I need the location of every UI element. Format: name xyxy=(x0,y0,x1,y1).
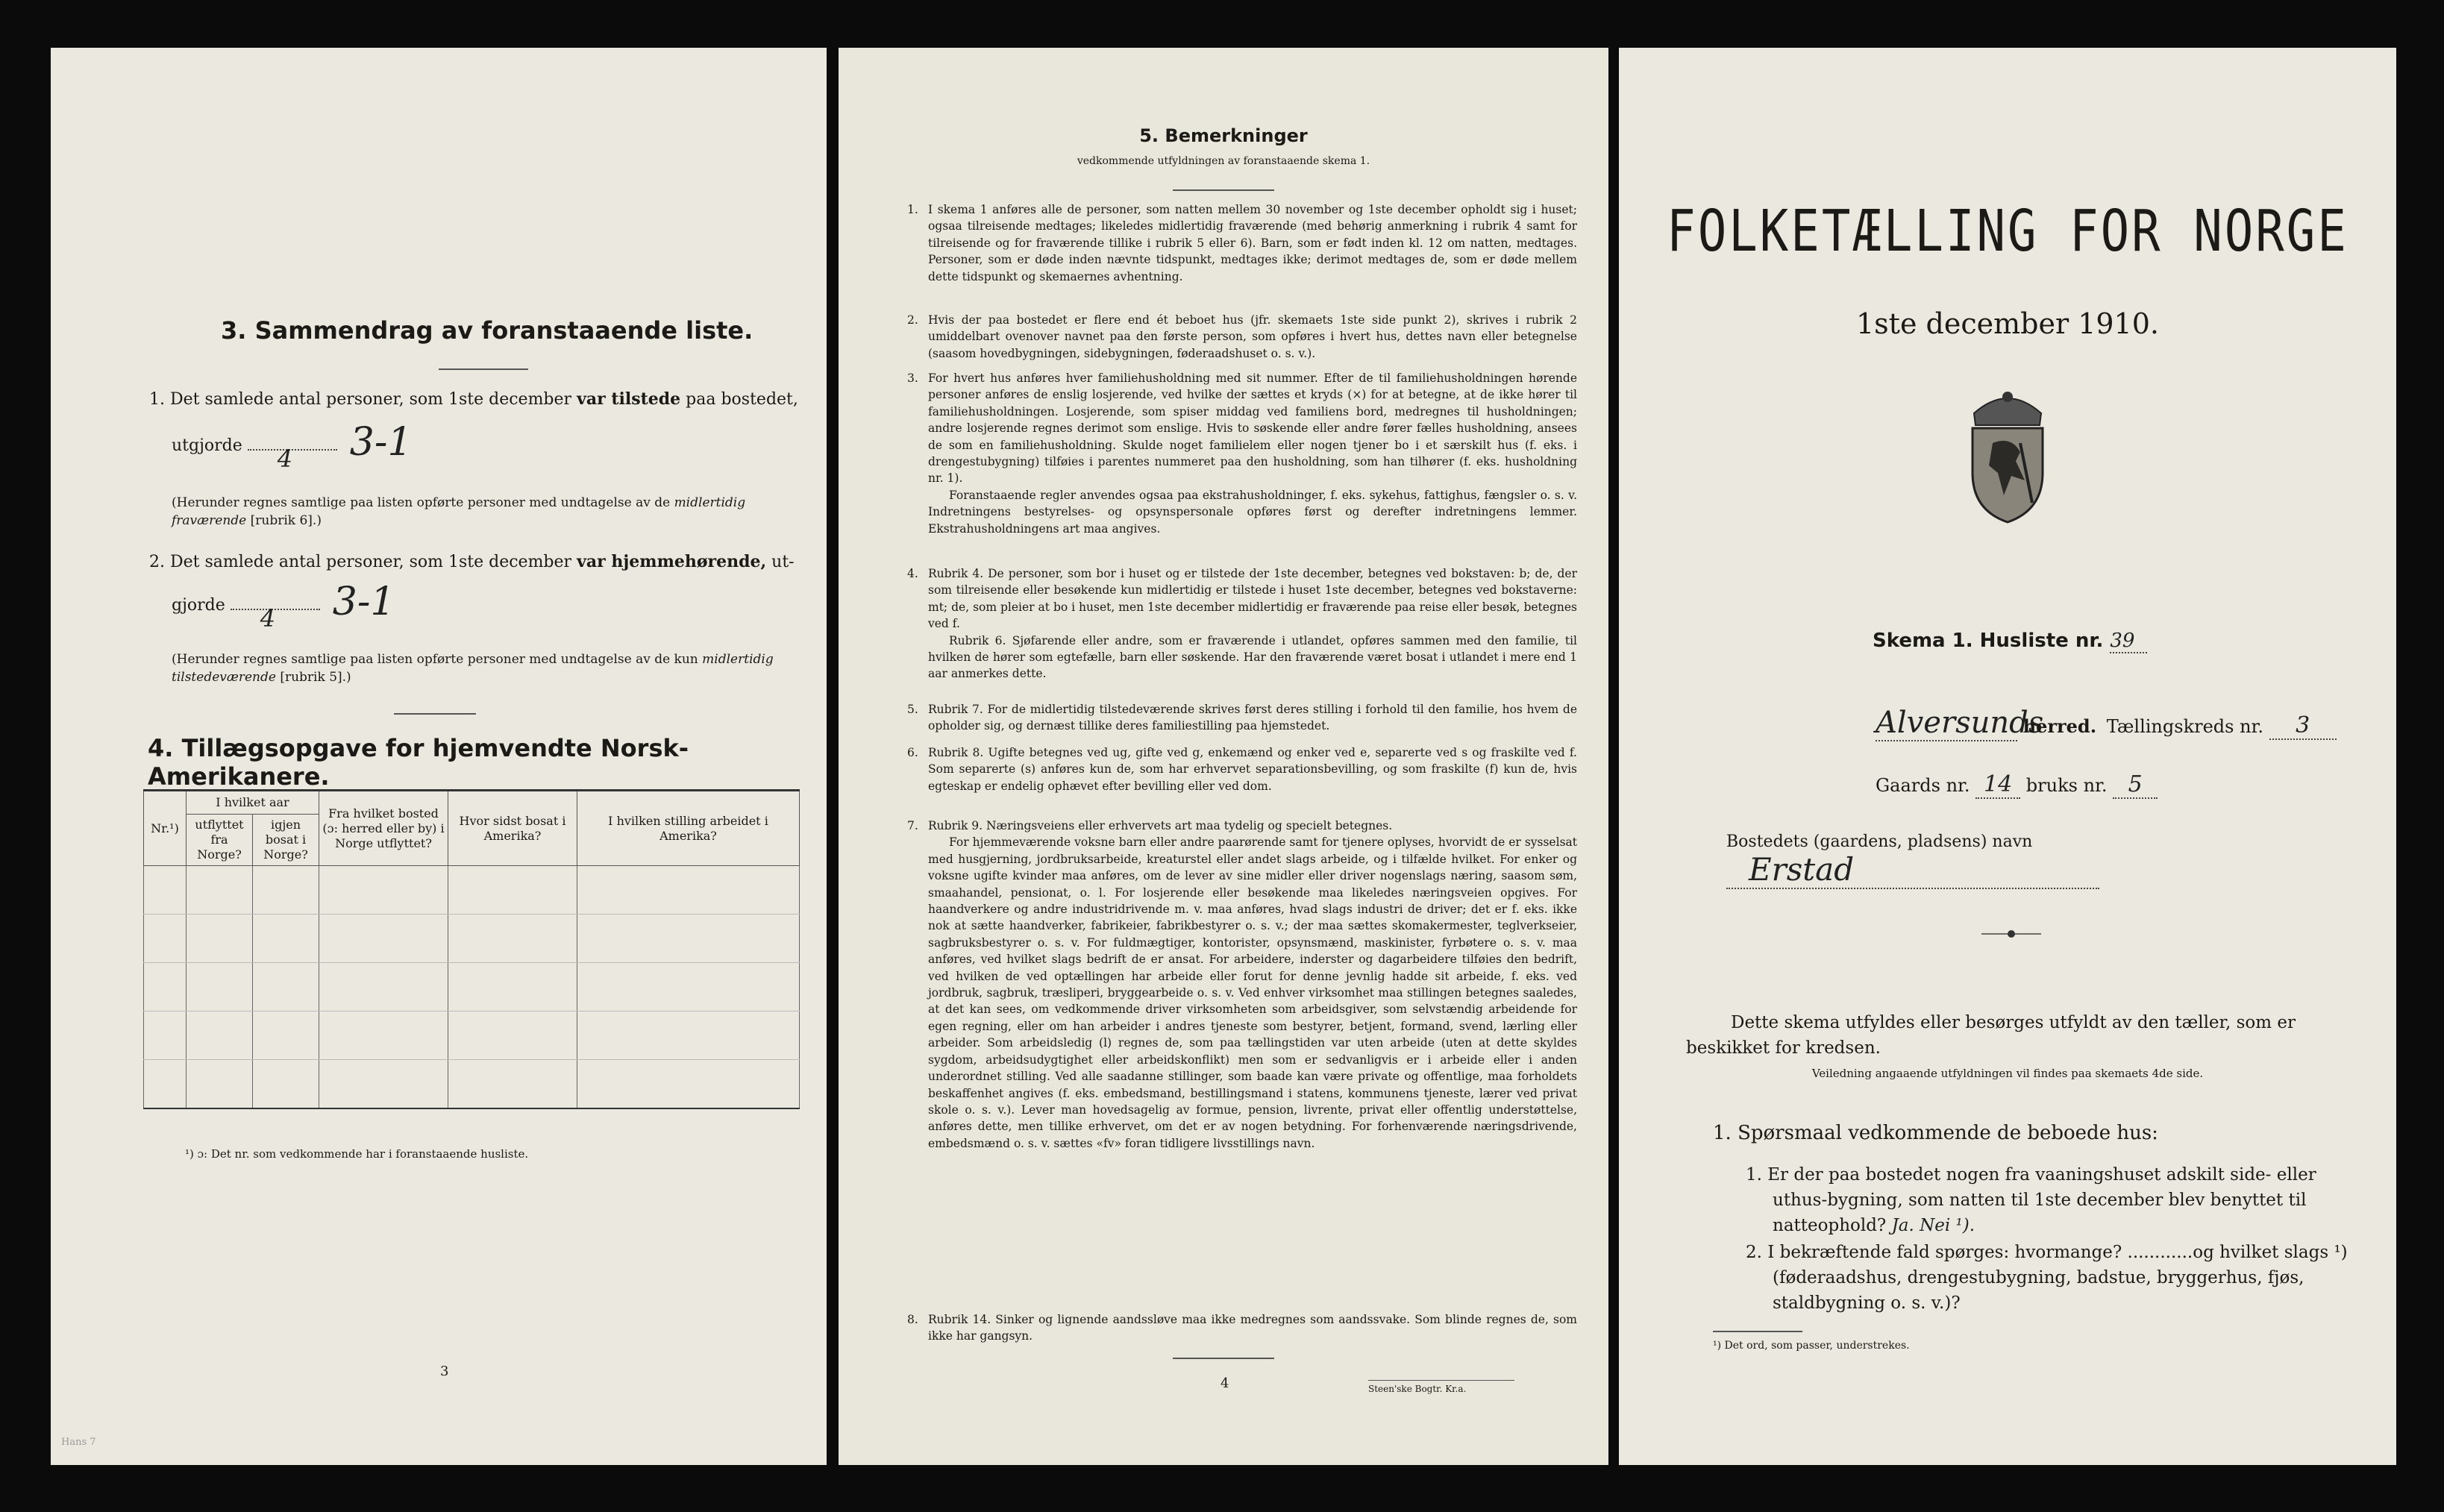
th-hvor: Hvor sidst bosat i Amerika? xyxy=(448,791,577,866)
herred-value: Alversunds xyxy=(1876,706,2044,740)
printer-mark: Steen'ske Bogtr. Kr.a. xyxy=(1368,1380,1514,1394)
summary-item-1-value: utgjorde 4 3-1 xyxy=(172,420,413,473)
section-4-title: 4. Tillægsopgave for hjemvendte Norsk-Amerikanere. xyxy=(148,734,689,791)
form-title: FOLKETÆLLING FOR NORGE xyxy=(1667,198,2349,266)
summary-item-2: 2. Det samlede antal personer, som 1ste december var hjemmehørende, ut- xyxy=(149,552,795,571)
table-row xyxy=(144,1011,800,1060)
footnote: ¹) Det ord, som passer, understrekes. xyxy=(1713,1340,1910,1352)
remark-4: 4. Rubrik 4. De personer, som bor i huset og er tilstede der 1ste december, betegnes ved bokstaven: b; de, der som tilreisende eller besøkende kun midlertidig er tilstede i huset 1ste december, betegnes ved bokstaverne: mt; de, som pleier at bo i huset, men 1ste december midlertidig er fraværende paa reise eller besøk, betegnes ved f. Rubrik 6. Sjøfarende eller andre, som er fraværende i utlandet, opføres sammen med den familie, til hvilken de hører som egtefælle, barn eller søskende. Har den fraværende været bosat i utlandet i mere end 1 aar anmerkes dette. xyxy=(907,567,1577,681)
remark-3: 3. For hvert hus anføres hver familiehusholdning med sit nummer. Efter de til familiehusholdningen hørende personer anføres de enslig losjerende, ved hvilke der sættes et kryds (×) for at betegne, at de ikke hører til familiehusholdningen. Losjerende, som spiser middag ved familiens bord, medregnes til husholdningen; andre losjerende regnes derimot som enslige. Hvis to søskende eller andre fører fælles husholdning, ansees de som en familiehusholdning. Skulde noget familielem eller nogen tjener bo i et særskilt hus (f. eks. i drengestubygning) tilføies i parentes nummeret paa den husholdning, som han tilhører (f. eks. husholdning nr. 1). Foranstaaende regler anvendes ogsaa paa ekstrahusholdninger, f. eks. sykehus, fattighus, fængsler o. s. v. Indretningens bestyrelses- og opsynspersonale opføres først og derefter indretningens lemmer. Ekstrahusholdningens art maa angives. xyxy=(907,371,1577,536)
divider xyxy=(1173,189,1274,191)
krets-value: 3 xyxy=(2269,712,2337,740)
question-2: 2. I bekræftende fald spørges: hvormange? ............og hvilket slags ¹) (føderaadshus, drengestubygning, badstue, bryggerhus, fjøs, staldbygning o. s. v.)? xyxy=(1746,1243,2348,1313)
th-nr: Nr.¹) xyxy=(144,791,187,866)
footnote: ¹) ɔ: Det nr. som vedkommende har i foranstaaende husliste. xyxy=(185,1147,529,1161)
herred-line: Alversunds herred. Tællingskreds nr. 3 xyxy=(1876,706,2337,741)
divider xyxy=(439,368,528,370)
corner-mark: Hans 7 xyxy=(61,1437,96,1448)
question-1: 1. Er der paa bostedet nogen fra vaaningshuset adskilt side- eller uthus-bygning, som natten til 1ste december blev benyttet til natteophold? Ja. Nei ¹). xyxy=(1746,1165,2316,1235)
th-utflyttet: utflyttet fra Norge? xyxy=(187,815,253,866)
th-igjen: igjen bosat i Norge? xyxy=(253,815,319,866)
gaards-value: 14 xyxy=(1975,771,2020,799)
intro-small: Veiledning angaaende utfyldningen vil findes paa skemaets 4de side. xyxy=(1811,1067,2204,1080)
page-number: 4 xyxy=(1221,1375,1229,1391)
divider xyxy=(1713,1331,1802,1332)
norway-coat-of-arms-icon xyxy=(1952,383,2064,525)
bosted-value: Erstad xyxy=(1726,851,2099,889)
remark-1: 1. I skema 1 anføres alle de personer, som natten mellem 30 november og 1ste december opholdt sig i huset; ogsaa tilreisende medtages; likeledes midlertidig fraværende (med behørig anmerkning i rubrik 4 samt for tilreisende og for fraværende tillike i rubrik 5 eller 6). Barn, som er født inden kl. 12 om natten, medtages. Personer, som er døde inden nævnte tidspunkt, medtages ikke; derimot medtages de, som er døde mellem dette tidspunkt og skemaernes avhentning. xyxy=(907,203,1577,283)
table-row xyxy=(144,1060,800,1109)
th-fra: Fra hvilket bosted (ɔ: herred eller by) i Norge utflyttet? xyxy=(319,791,448,866)
remark-8: 8. Rubrik 14. Sinker og lignende aandssløve maa ikke medregnes som aandssvake. Som blinde regnes de, som ikke har gangsyn. xyxy=(907,1313,1577,1343)
remark-5: 5. Rubrik 7. For de midlertidig tilstedeværende skrives først deres stilling i forhold til den familie, hos hvem de opholder sig, og dernæst tillike deres familiestilling paa hjemstedet. xyxy=(907,703,1577,733)
remark-6: 6. Rubrik 8. Ugifte betegnes ved ug, gifte ved g, enkemænd og enker ved e, separerte ved s og fraskilte ved f. Som separerte (s) anføres kun de, som har erhvervet separationsbevilling, og som fraskilte (f) kun de, hvis egteskap er endelig ophævet efter bevilling eller ved dom. xyxy=(907,746,1577,793)
divider xyxy=(394,713,476,715)
remarks-title: 5. Bemerkninger xyxy=(1139,125,1308,146)
table-row xyxy=(144,866,800,915)
skema-line: Skema 1. Husliste nr. 39 xyxy=(1873,630,2147,653)
summary-item-1: 1. Det samlede antal personer, som 1ste december var tilstede paa bostedet, xyxy=(149,389,798,409)
summary-item-2-note: (Herunder regnes samtlige paa listen opførte personer med undtagelse av de kun midlertidig tilstedeværende [rubrik 5].) xyxy=(172,652,774,685)
bosted-line: Bostedets (gaardens, pladsens) navn Erstad xyxy=(1726,832,2396,889)
divider xyxy=(1173,1358,1274,1359)
question-1-answer: Ja. Nei ¹). xyxy=(1891,1216,1975,1235)
table-row xyxy=(144,915,800,963)
gaards-line: Gaards nr. 14 bruks nr. 5 xyxy=(1876,771,2158,799)
ornament-icon xyxy=(1981,926,2041,941)
remark-2: 2. Hvis der paa bostedet er flere end ét beboet hus (jfr. skemaets 1ste side punkt 2), skrives i rubrik 2 umiddelbart ovenover navnet paa den første person, som opføres i hvert hus, dettes navn eller betegnelse (saasom hovedbygningen, sidebygningen, føderaadshuset o. s. v.). xyxy=(907,313,1577,360)
section-3-title: 3. Sammendrag av foranstaaende liste. xyxy=(221,316,753,345)
page-number: 3 xyxy=(440,1364,449,1379)
remarks-subtitle: vedkommende utfyldningen av foranstaaende skema 1. xyxy=(1077,155,1370,167)
husliste-nr: 39 xyxy=(2110,630,2147,653)
bruks-value: 5 xyxy=(2113,771,2158,799)
norsk-amerikanere-table xyxy=(143,789,800,1109)
form-date: 1ste december 1910. xyxy=(1856,307,2159,340)
th-group: I hvilket aar xyxy=(187,791,319,815)
question-section-title: 1. Spørsmaal vedkommende de beboede hus: xyxy=(1713,1122,2158,1144)
page-right xyxy=(1619,48,2396,1465)
table-row xyxy=(144,963,800,1011)
th-stilling: I hvilken stilling arbeidet i Amerika? xyxy=(577,791,800,866)
page-middle xyxy=(839,48,1608,1465)
page-left xyxy=(51,48,827,1465)
remark-7: 7. Rubrik 9. Næringsveiens eller erhvervets art maa tydelig og specielt betegnes. For hjemmeværende voksne barn eller andre paarørende samt for tjenere oplyses, hvorvidt de er sysselsat med husgjerning, jordbruksarbeide, kreaturstel eller andet slags arbeide, og i tilfælde hvilket. For enker og voksne ugifte kvinder maa anføres, om de lever av sine midler eller driver nogenslags næring, saasom søm, smaahandel, pensionat, o. l. For losjerende eller besøkende maa likeledes næringsveien opgives. For haandverkere og andre industridrivende m. v. maa anføres, hvad slags industri de driver; det er f. eks. ikke nok at sætte haandverker, fabrikeier, fabrikbestyrer o. s. v.; der maa sættes skomakermester, teglverkseier, sagbruksbestyrer o. s. v. For fuldmægtiger, kontorister, opsynsmænd, maskinister, fyrbøtere o. s. v. maa anføres, ved hvilket slags bedrift de er ansat. For arbeidere, inderster og dagarbeidere tilføies den bedrift, ved hvilken de ved optællingen har arbeide eller forut for denne jevnlig hadde sit arbeide, f. eks. ved jordbruk, sagbruk, træsliperi, bryggearbeide o. s. v. Ved enhver virksomhet maa stillingen betegnes saaledes, at det kan sees, om vedkommende driver virksomheten som arbeidsgiver, som selvstændig arbeidende for egen regning, eller om han arbeider i andres tjeneste som bestyrer, betjent, formand, svend, lærling eller arbeider. Som arbeidsledig (l) regnes de, som paa tællingstiden var uten arbeide (uten at dette skyldes sygdom, arbeidsudygtighet eller arbeidskonflikt) men som er sedvanligvis er i arbeide eller i anden underordnet stilling. Ved alle saadanne stillinger, som baade kan være private og offentlige, maa forholdets beskaffenhet angives (f. eks. embedsmand, bestillingsmand i statens, kommunens tjeneste, lærer ved privat skole o. s. v.). Lever man hovedsagelig av formue, pension, livrente, privat eller offentlig understøttelse, anføres dette, men tillike erhvervet, om det er av nogen betydning. For forhenværende næringsdrivende, embedsmænd o. s. v. sættes «fv» foran tidligere livsstillings navn. xyxy=(907,819,1577,1150)
intro-text: Dette skema utfyldes eller besørges utfyldt av den tæller, som er beskikket for kredsen. xyxy=(1686,1013,2296,1058)
summary-item-2-value: gjorde 4 3-1 xyxy=(172,580,395,633)
summary-item-1-note: (Herunder regnes samtlige paa listen opførte personer med undtagelse av de midlertidig fraværende [rubrik 6].) xyxy=(172,495,746,528)
